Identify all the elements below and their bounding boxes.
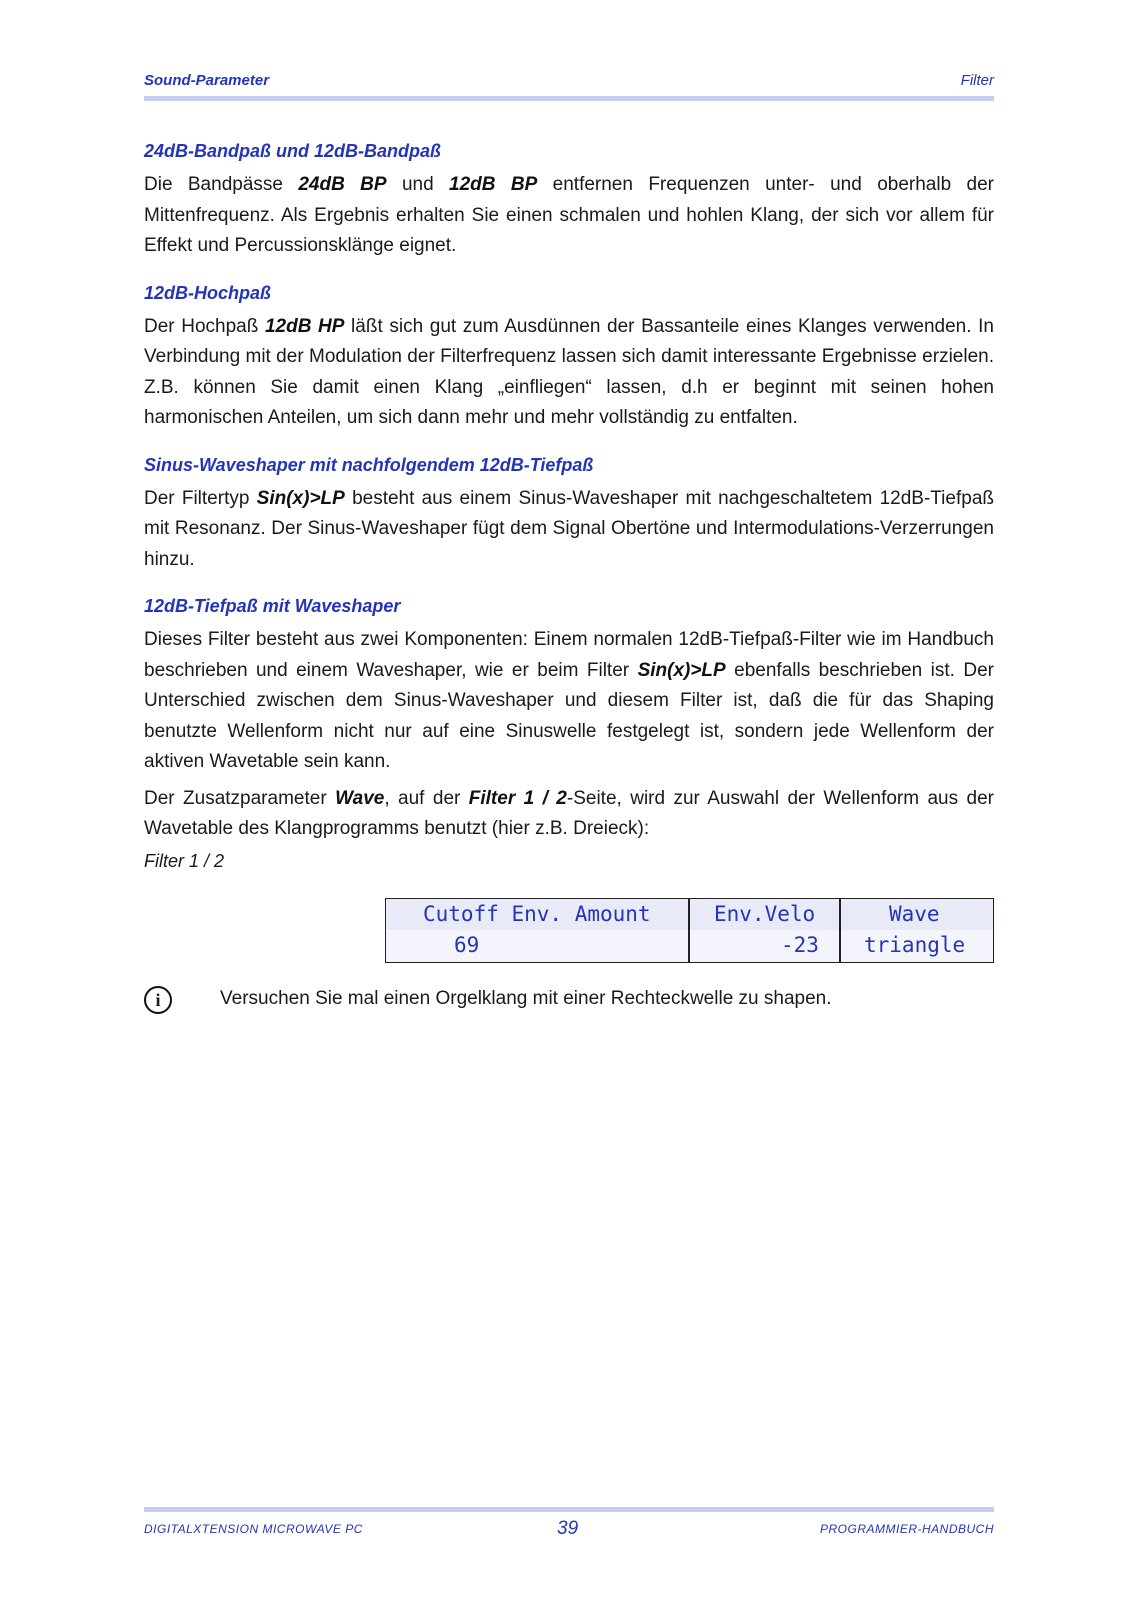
lcd-label-row xyxy=(386,899,993,930)
running-header xyxy=(144,72,994,94)
header-rule xyxy=(144,96,994,101)
lcd-value-cutoff-env-amount: 69 xyxy=(454,933,480,957)
heading-sinus-waveshaper: Sinus-Waveshaper mit nachfolgendem 12dB-Tiefpaß xyxy=(144,454,594,475)
header-section: Sound-Parameter xyxy=(144,72,270,89)
paragraph-bandpass: Die Bandpässe 24dB BP und 12dB BP entfernen Frequenzen unter- und oberhalb der Mittenfrequenz. Als Ergebnis erhalten Sie einen schmalen und hohlen Klang, der sich vor allem für Effekt und Percussionsklänge eignet. xyxy=(144,174,994,256)
display-caption: Filter 1 / 2 xyxy=(144,850,225,871)
paragraph-highpass: Der Hochpaß 12dB HP läßt sich gut zum Ausdünnen der Bassanteile eines Klanges verwenden. In Verbindung mit der Modulation der Filterfrequenz lassen sich damit interessante Ergebnisse erzielen. Z.B. können Sie damit einen Klang „einfliegen“ lassen, d.h er beginnt mit seinen hohen harmonischen Anteilen, um sich dann mehr und mehr vollständig zu entfalten. xyxy=(144,315,994,428)
lcd-label-wave: Wave xyxy=(889,902,940,926)
info-icon: i xyxy=(144,986,172,1014)
heading-lowpass-waveshaper: 12dB-Tiefpaß mit Waveshaper xyxy=(144,596,401,616)
lcd-divider xyxy=(688,899,690,962)
lcd-label-cutoff-env-amount: Cutoff Env. Amount xyxy=(423,902,651,926)
heading-highpass: 12dB-Hochpaß xyxy=(144,282,272,303)
page-number: 39 xyxy=(557,1518,579,1539)
lcd-label-env-velo: Env.Velo xyxy=(714,902,816,926)
footer-manual-title: PROGRAMMIER-HANDBUCH xyxy=(819,1522,994,1536)
lcd-value-wave: triangle xyxy=(864,933,966,957)
paragraph-sinus-waveshaper: Der Filtertyp Sin(x)>LP besteht aus einem Sinus-Waveshaper mit nachgeschaltetem 12dB-Tiefpaß mit Resonanz. Der Sinus-Waveshaper fügt dem Signal Obertöne und Intermodulations-Verzerrungen hinzu. xyxy=(144,487,994,570)
content xyxy=(144,138,994,880)
tip-text: Versuchen Sie mal einen Orgelklang mit einer Rechteckwelle zu shapen. xyxy=(220,988,832,1009)
lcd-divider xyxy=(839,899,841,962)
header-chapter: Filter xyxy=(960,72,994,89)
footer-product: DIGITALXTENSION MICROWAVE PC xyxy=(144,1522,363,1536)
heading-bandpass: 24dB-Bandpaß und 12dB-Bandpaß xyxy=(144,141,442,161)
paragraph-lowpass-waveshaper: Dieses Filter besteht aus zwei Komponenten: Einem normalen 12dB-Tiefpaß-Filter wie im Handbuch beschrieben und einem Waveshaper, wie er beim Filter Sin(x)>LP ebenfalls beschrieben ist. Der Unterschied zwischen dem Sinus-Waveshaper und diesem Filter ist, daß die für das Shaping benutzte Wellenform nicht nur auf eine Sinuswelle festgelegt ist, sondern jede Wellenform der aktiven Wavetable sein kann. xyxy=(144,629,994,772)
running-footer xyxy=(144,1518,994,1542)
lcd-display xyxy=(385,898,994,963)
lcd-value-env-velo: -23 xyxy=(781,933,819,957)
tip-note xyxy=(144,984,994,1016)
footer-rule xyxy=(144,1507,994,1512)
paragraph-wave-parameter: Der Zusatzparameter Wave, auf der Filter 1 / 2-Seite, wird zur Auswahl der Wellenform aus der Wavetable des Klangprogramms benutzt (hier z.B. Dreieck): xyxy=(144,787,994,839)
lcd-value-row xyxy=(386,930,993,961)
